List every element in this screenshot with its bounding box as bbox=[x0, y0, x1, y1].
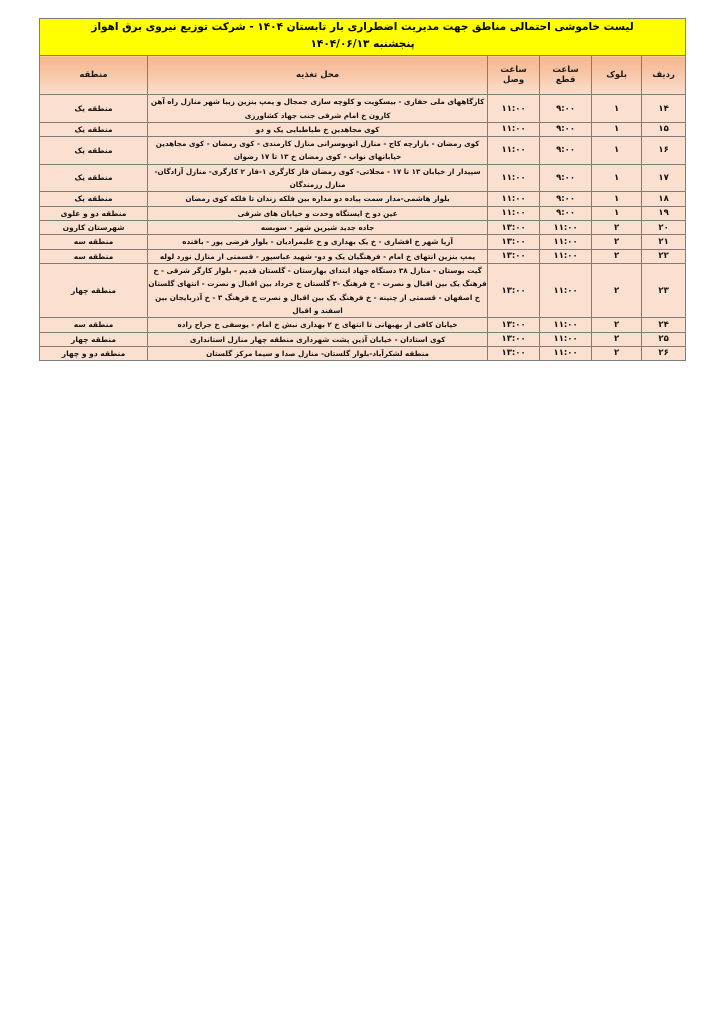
cell-block: ۲ bbox=[592, 332, 642, 346]
cell-radif: ۲۰ bbox=[642, 221, 686, 235]
cell-block: ۱ bbox=[592, 206, 642, 220]
cell-join-time: ۱۱:۰۰ bbox=[488, 164, 540, 192]
column-header-zone-label: منطقه bbox=[79, 70, 108, 81]
cell-zone: شهرستان کارون bbox=[40, 221, 148, 235]
cell-place: جاده جدید شیرین شهر - سوبسه bbox=[148, 221, 488, 235]
cell-block: ۱ bbox=[592, 164, 642, 192]
cell-zone: منطقه چهار bbox=[40, 263, 148, 317]
cell-place: گیت بوستان - منازل ۳۸ دستگاه جهاد ابتدای بهارستان - گلستان قدیم - بلوار کارگر شرقی - خ فرهنگ یک بین اقبال و نصرت - خ فرهنگ -۳ گلستان خ خرداد بین اقبال و نصرت - انتهای گلستان خ اصفهان - قسمتی از چنینه - خ فرهنگ یک بین اقبال و نصرت خ فرهنگ ۳ - خ آذربایجان بین اسفند و اقبال bbox=[148, 263, 488, 317]
cell-zone: منطقه دو و علوی bbox=[40, 206, 148, 220]
cell-block: ۲ bbox=[592, 346, 642, 360]
column-header-join-time-label: ساعت وصل bbox=[500, 65, 527, 86]
table-head bbox=[40, 19, 686, 95]
cell-cut-time: ۱۱:۰۰ bbox=[540, 249, 592, 263]
cell-place: کارگاههای ملی حفاری - بیسکویت و کلوچه سازی جمجال و پمپ بنزین زیبا شهر منازل راه آهن کارون خ امام شرقی جنب جهاد کشاورزی bbox=[148, 95, 488, 123]
column-header-block bbox=[592, 56, 642, 95]
cell-cut-time: ۹:۰۰ bbox=[540, 137, 592, 165]
table-row bbox=[40, 249, 686, 263]
cell-zone: منطقه یک bbox=[40, 95, 148, 123]
cell-place: سپیدار از خیابان ۱۳ تا ۱۷ - محلاتی- کوی رمضان فاز کارگری ۱-فاز ۲ کارگری- منازل آزادگان- منازل رزمندگان bbox=[148, 164, 488, 192]
cell-zone: منطقه سه bbox=[40, 318, 148, 332]
cell-cut-time: ۹:۰۰ bbox=[540, 206, 592, 220]
table-row bbox=[40, 221, 686, 235]
title-line-primary: لیست خاموشی احتمالی مناطق جهت مدیریت اضطراری بار تابستان ۱۴۰۴ - شرکت توزیع نیروی برق اهواز bbox=[91, 21, 634, 33]
column-header-place-label: محل تغذیه bbox=[295, 70, 340, 81]
cell-cut-time: ۱۱:۰۰ bbox=[540, 235, 592, 249]
table-row bbox=[40, 95, 686, 123]
cell-join-time: ۱۳:۰۰ bbox=[488, 263, 540, 317]
cell-join-time: ۱۳:۰۰ bbox=[488, 332, 540, 346]
cell-place: پمپ بنزین انتهای خ امام - فرهنگیان یک و دو- شهید عباسپور - قسمتی از منازل نورد لوله bbox=[148, 249, 488, 263]
outage-schedule-table bbox=[39, 18, 686, 361]
cell-radif: ۱۸ bbox=[642, 192, 686, 206]
cell-block: ۲ bbox=[592, 318, 642, 332]
cell-cut-time: ۱۱:۰۰ bbox=[540, 318, 592, 332]
cell-cut-time: ۱۱:۰۰ bbox=[540, 346, 592, 360]
cell-zone: منطقه یک bbox=[40, 122, 148, 136]
cell-radif: ۱۷ bbox=[642, 164, 686, 192]
cell-radif: ۱۹ bbox=[642, 206, 686, 220]
cell-cut-time: ۱۱:۰۰ bbox=[540, 332, 592, 346]
cell-radif: ۲۶ bbox=[642, 346, 686, 360]
cell-radif: ۲۲ bbox=[642, 249, 686, 263]
column-header-zone bbox=[40, 56, 148, 95]
column-header-row bbox=[40, 56, 686, 95]
document-title-banner bbox=[40, 19, 686, 56]
table-body bbox=[40, 95, 686, 361]
cell-zone: منطقه یک bbox=[40, 137, 148, 165]
column-header-place bbox=[148, 56, 488, 95]
cell-join-time: ۱۱:۰۰ bbox=[488, 95, 540, 123]
cell-place: کوی استادان - خیابان آذین پشت شهرداری منطقه چهار منازل استانداری bbox=[148, 332, 488, 346]
cell-block: ۱ bbox=[592, 192, 642, 206]
cell-place: خیابان کافی از بهبهانی تا انتهای خ ۲ بهداری نبش خ امام - یوسفی خ جراح زاده bbox=[148, 318, 488, 332]
title-banner-row bbox=[40, 19, 686, 56]
cell-radif: ۱۵ bbox=[642, 122, 686, 136]
cell-place: کوی مجاهدین خ طباطبایی یک و دو bbox=[148, 122, 488, 136]
table-row bbox=[40, 192, 686, 206]
column-header-block-label: بلوک bbox=[606, 70, 627, 81]
cell-zone: منطقه سه bbox=[40, 249, 148, 263]
cell-block: ۱ bbox=[592, 137, 642, 165]
column-header-join-time bbox=[488, 56, 540, 95]
cell-zone: منطقه یک bbox=[40, 192, 148, 206]
cell-radif: ۲۱ bbox=[642, 235, 686, 249]
cell-join-time: ۱۳:۰۰ bbox=[488, 346, 540, 360]
cell-cut-time: ۱۱:۰۰ bbox=[540, 263, 592, 317]
cell-radif: ۲۵ bbox=[642, 332, 686, 346]
cell-join-time: ۱۳:۰۰ bbox=[488, 235, 540, 249]
cell-join-time: ۱۱:۰۰ bbox=[488, 206, 540, 220]
table-row bbox=[40, 332, 686, 346]
table-row bbox=[40, 137, 686, 165]
cell-radif: ۲۴ bbox=[642, 318, 686, 332]
cell-place: بلوار هاشمی-مدار سمت پیاده دو مداره بین فلکه زندان تا فلکه کوی رمضان bbox=[148, 192, 488, 206]
cell-join-time: ۱۳:۰۰ bbox=[488, 318, 540, 332]
cell-cut-time: ۹:۰۰ bbox=[540, 122, 592, 136]
cell-join-time: ۱۱:۰۰ bbox=[488, 192, 540, 206]
cell-cut-time: ۹:۰۰ bbox=[540, 95, 592, 123]
column-header-radif bbox=[642, 56, 686, 95]
cell-join-time: ۱۱:۰۰ bbox=[488, 137, 540, 165]
cell-zone: منطقه سه bbox=[40, 235, 148, 249]
cell-cut-time: ۱۱:۰۰ bbox=[540, 221, 592, 235]
cell-cut-time: ۹:۰۰ bbox=[540, 164, 592, 192]
cell-block: ۱ bbox=[592, 122, 642, 136]
cell-block: ۱ bbox=[592, 95, 642, 123]
table-row bbox=[40, 235, 686, 249]
cell-zone: منطقه دو و چهار bbox=[40, 346, 148, 360]
cell-cut-time: ۹:۰۰ bbox=[540, 192, 592, 206]
table-row bbox=[40, 318, 686, 332]
cell-zone: منطقه یک bbox=[40, 164, 148, 192]
title-line-date: پنجشنبه ۱۴۰۴/۰۶/۱۳ bbox=[310, 38, 415, 51]
column-header-cut-time bbox=[540, 56, 592, 95]
cell-place: کوی رمضان - بازارچه کاج - منازل اتوبوسرانی منازل کارمندی - کوی رمضان - کوی مجاهدین خیابانهای نواب - کوی رمضان خ ۱۳ تا ۱۷ رضوان bbox=[148, 137, 488, 165]
cell-place: آریا شهر خ افشاری - خ یک بهداری و خ علیمرادیان - بلوار فرضی پور - بافنده bbox=[148, 235, 488, 249]
cell-radif: ۱۴ bbox=[642, 95, 686, 123]
table-row bbox=[40, 122, 686, 136]
cell-join-time: ۱۳:۰۰ bbox=[488, 249, 540, 263]
cell-radif: ۱۶ bbox=[642, 137, 686, 165]
table-row bbox=[40, 206, 686, 220]
column-header-radif-label: ردیف bbox=[652, 70, 675, 81]
table-row bbox=[40, 263, 686, 317]
cell-join-time: ۱۱:۰۰ bbox=[488, 122, 540, 136]
cell-radif: ۲۳ bbox=[642, 263, 686, 317]
cell-place: منطقه لشکرآباد-بلوار گلستان- منازل صدا و سیما مرکز گلستان bbox=[148, 346, 488, 360]
cell-join-time: ۱۳:۰۰ bbox=[488, 221, 540, 235]
table-row bbox=[40, 346, 686, 360]
cell-block: ۲ bbox=[592, 221, 642, 235]
cell-place: عین دو خ ایستگاه وحدت و خیابان های شرقی bbox=[148, 206, 488, 220]
cell-zone: منطقه چهار bbox=[40, 332, 148, 346]
cell-block: ۲ bbox=[592, 263, 642, 317]
cell-block: ۲ bbox=[592, 235, 642, 249]
column-header-cut-time-label: ساعت قطع bbox=[552, 65, 579, 86]
cell-block: ۲ bbox=[592, 249, 642, 263]
table-row bbox=[40, 164, 686, 192]
